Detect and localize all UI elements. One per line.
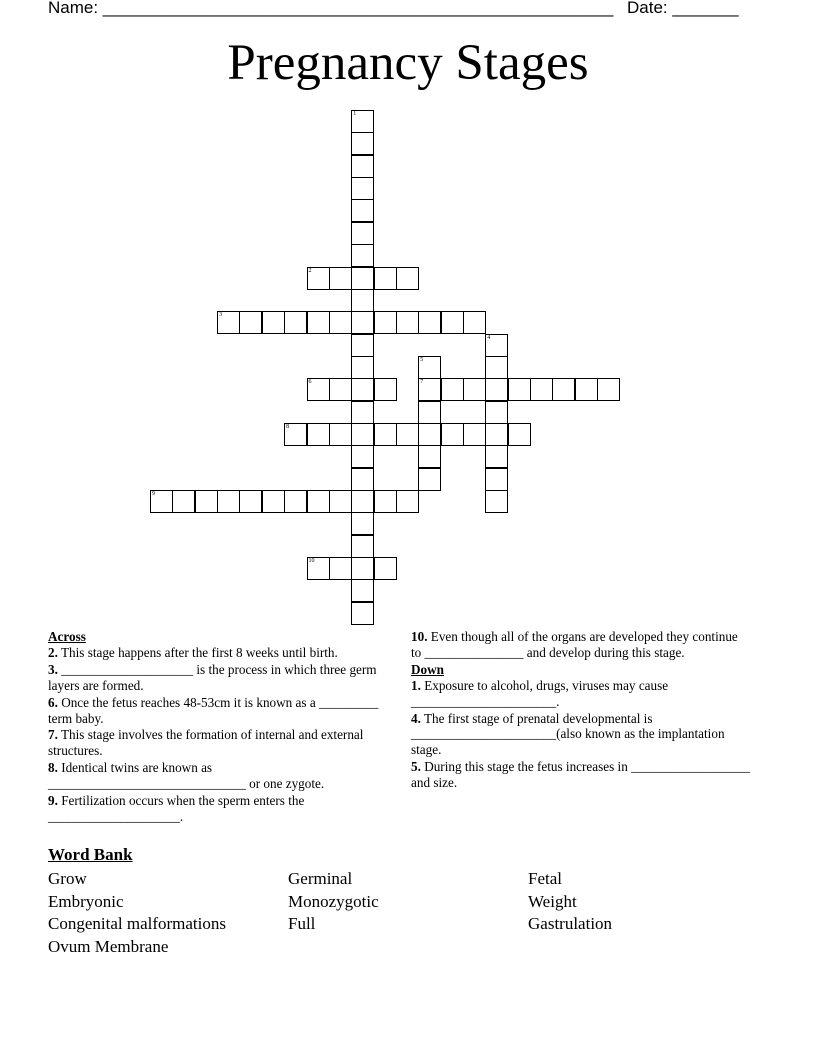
crossword-cell[interactable]	[418, 468, 441, 491]
crossword-cell[interactable]	[307, 423, 330, 446]
crossword-cell[interactable]	[396, 423, 419, 446]
clue-number: 5	[420, 356, 424, 363]
crossword-cell[interactable]	[351, 132, 374, 155]
crossword-cell[interactable]	[307, 557, 330, 580]
clue-number-label: 4.	[411, 710, 421, 726]
word-bank	[48, 868, 768, 959]
crossword-cell[interactable]	[530, 378, 553, 401]
crossword-cell[interactable]	[418, 311, 441, 334]
crossword-cell[interactable]	[597, 378, 620, 401]
across-clue	[48, 727, 383, 759]
down-clue	[411, 678, 751, 710]
crossword-cell[interactable]	[351, 311, 374, 334]
crossword-grid	[150, 110, 622, 625]
crossword-cell[interactable]	[351, 356, 374, 379]
crossword-cell[interactable]	[485, 334, 508, 357]
crossword-cell[interactable]	[508, 423, 531, 446]
clue-text: Once the fetus reaches 48-53cm it is known as a _________ term baby.	[48, 694, 379, 726]
across-clue	[411, 629, 751, 661]
clue-text: Even though all of the organs are developed they continue to _______________ and develop during this stage.	[411, 629, 738, 660]
clues-left-column	[48, 629, 383, 826]
clue-number-label: 7.	[48, 727, 58, 743]
crossword-cell[interactable]	[485, 445, 508, 468]
crossword-cell[interactable]	[239, 311, 262, 334]
word-bank-item: Weight	[528, 891, 577, 911]
clue-number-label: 5.	[411, 759, 421, 775]
crossword-cell[interactable]	[374, 378, 397, 401]
word-bank-title: Word Bank	[48, 845, 133, 864]
across-clue	[48, 662, 383, 694]
across-clue-list-continued	[411, 629, 751, 661]
crossword-cell[interactable]	[485, 401, 508, 424]
clue-number-label: 1.	[411, 677, 421, 693]
crossword-cell[interactable]	[351, 468, 374, 491]
word-bank-item: Gastrulation	[528, 914, 613, 934]
crossword-cell[interactable]	[284, 311, 307, 334]
crossword-cell[interactable]	[351, 445, 374, 468]
crossword-cell[interactable]	[396, 490, 419, 513]
clue-number: 9	[152, 491, 155, 497]
down-clue	[411, 759, 751, 791]
crossword-cell[interactable]	[351, 244, 374, 267]
crossword-cell[interactable]	[284, 423, 307, 446]
word-bank-item: Monozygotic	[288, 891, 379, 911]
clue-number-label: 8.	[48, 760, 58, 776]
crossword-cell[interactable]	[329, 490, 352, 513]
crossword-cell[interactable]	[351, 535, 374, 558]
crossword-cell[interactable]	[463, 423, 486, 446]
clue-number: 4	[487, 334, 491, 341]
clue-number-label: 3.	[48, 661, 58, 677]
clue-text: During this stage the fetus increases in __________________ and size.	[411, 759, 750, 791]
crossword-cell[interactable]	[307, 490, 330, 513]
crossword-cell[interactable]	[374, 423, 397, 446]
clue-text: The first stage of prenatal developmental is ______________________(also known as the implantation stage.	[411, 710, 725, 758]
clues-right-column	[411, 629, 751, 792]
crossword-cell[interactable]	[485, 356, 508, 379]
crossword-cell[interactable]	[150, 490, 173, 513]
clue-number: 3	[219, 312, 223, 319]
crossword-cell[interactable]	[351, 490, 374, 513]
clue-text: Identical twins are known as ______________________________ or one zygote.	[48, 760, 325, 792]
crossword-cell[interactable]	[351, 199, 374, 222]
across-heading: Across	[48, 629, 86, 644]
crossword-cell[interactable]	[195, 490, 218, 513]
crossword-cell[interactable]	[374, 311, 397, 334]
crossword-cell[interactable]	[307, 311, 330, 334]
crossword-cell[interactable]	[485, 378, 508, 401]
crossword-cell[interactable]	[575, 378, 598, 401]
down-heading: Down	[411, 661, 444, 677]
date-field[interactable]: Date: _______	[627, 0, 739, 17]
across-clue	[48, 793, 383, 825]
crossword-cell[interactable]	[351, 602, 374, 625]
crossword-cell[interactable]	[396, 311, 419, 334]
crossword-cell[interactable]	[329, 378, 352, 401]
crossword-cell[interactable]	[552, 378, 575, 401]
word-bank-item: Congenital malformations	[48, 914, 226, 934]
clue-number: 2	[308, 267, 312, 274]
down-clue	[411, 711, 751, 759]
crossword-cell[interactable]	[418, 378, 441, 401]
clue-number-label: 10.	[411, 629, 428, 644]
crossword-cell[interactable]	[351, 401, 374, 424]
clue-number: 8	[286, 423, 290, 430]
crossword-cell[interactable]	[374, 557, 397, 580]
clue-number: 7	[420, 379, 424, 386]
down-clue-list	[411, 678, 751, 791]
crossword-cell[interactable]	[351, 177, 374, 200]
across-clue	[48, 695, 383, 727]
crossword-cell[interactable]	[262, 490, 285, 513]
crossword-cell[interactable]	[351, 155, 374, 178]
crossword-cell[interactable]	[351, 378, 374, 401]
crossword-cell[interactable]	[307, 267, 330, 290]
word-bank-item: Grow	[48, 869, 87, 888]
crossword-cell[interactable]	[329, 311, 352, 334]
page-title: Pregnancy Stages	[227, 35, 589, 91]
clue-text: ____________________ is the process in which three germ layers are formed.	[48, 661, 377, 693]
crossword-cell[interactable]	[441, 311, 464, 334]
crossword-cell[interactable]	[418, 401, 441, 424]
clue-text: This stage happens after the first 8 weeks until birth.	[57, 644, 338, 660]
word-bank-item: Embryonic	[48, 891, 124, 911]
clue-number-label: 9.	[48, 793, 58, 809]
name-field[interactable]: Name: ______________________________________________________	[48, 0, 614, 17]
crossword-cell[interactable]	[351, 289, 374, 312]
word-bank-item: Fetal	[528, 869, 562, 888]
crossword-cell[interactable]	[351, 267, 374, 290]
crossword-cell[interactable]	[485, 468, 508, 491]
across-clue-list	[48, 645, 383, 825]
crossword-cell[interactable]	[441, 423, 464, 446]
clue-number: 6	[308, 379, 312, 386]
crossword-cell[interactable]	[351, 579, 374, 602]
crossword-cell[interactable]	[418, 356, 441, 379]
crossword-cell[interactable]	[463, 378, 486, 401]
crossword-cell[interactable]	[418, 423, 441, 446]
clue-text: This stage involves the formation of internal and external structures.	[48, 727, 364, 759]
word-bank-item: Ovum Membrane	[48, 937, 169, 957]
clue-number-label: 2.	[48, 644, 58, 660]
clue-number-label: 6.	[48, 694, 58, 710]
crossword-cell[interactable]	[217, 311, 240, 334]
crossword-cell[interactable]	[351, 334, 374, 357]
crossword-cell[interactable]	[329, 423, 352, 446]
clue-number: 1	[353, 111, 357, 117]
crossword-cell[interactable]	[307, 378, 330, 401]
crossword-cell[interactable]	[351, 423, 374, 446]
across-clue	[48, 760, 383, 792]
crossword-cell[interactable]	[374, 267, 397, 290]
crossword-cell[interactable]	[351, 557, 374, 580]
crossword-cell[interactable]	[485, 423, 508, 446]
crossword-cell[interactable]	[351, 110, 374, 133]
clue-text: Exposure to alcohol, drugs, viruses may cause ______________________.	[411, 677, 669, 709]
crossword-cell[interactable]	[485, 490, 508, 513]
crossword-cell[interactable]	[418, 445, 441, 468]
crossword-cell[interactable]	[508, 378, 531, 401]
crossword-cell[interactable]	[463, 311, 486, 334]
clue-number: 10	[308, 558, 315, 564]
crossword-cell[interactable]	[374, 490, 397, 513]
crossword-cell[interactable]	[172, 490, 195, 513]
crossword-cell[interactable]	[351, 512, 374, 535]
crossword-cell[interactable]	[441, 378, 464, 401]
crossword-cell[interactable]	[217, 490, 240, 513]
word-bank-item: Germinal	[288, 869, 353, 888]
crossword-cell[interactable]	[262, 311, 285, 334]
clue-text: Fertilization occurs when the sperm enters the ____________________.	[48, 793, 305, 824]
crossword-cell[interactable]	[329, 267, 352, 290]
word-bank-item: Full	[288, 914, 316, 934]
crossword-cell[interactable]	[239, 490, 262, 513]
crossword-cell[interactable]	[284, 490, 307, 513]
crossword-cell[interactable]	[351, 222, 374, 245]
crossword-cell[interactable]	[329, 557, 352, 580]
crossword-cell[interactable]	[396, 267, 419, 290]
across-clue	[48, 645, 383, 661]
